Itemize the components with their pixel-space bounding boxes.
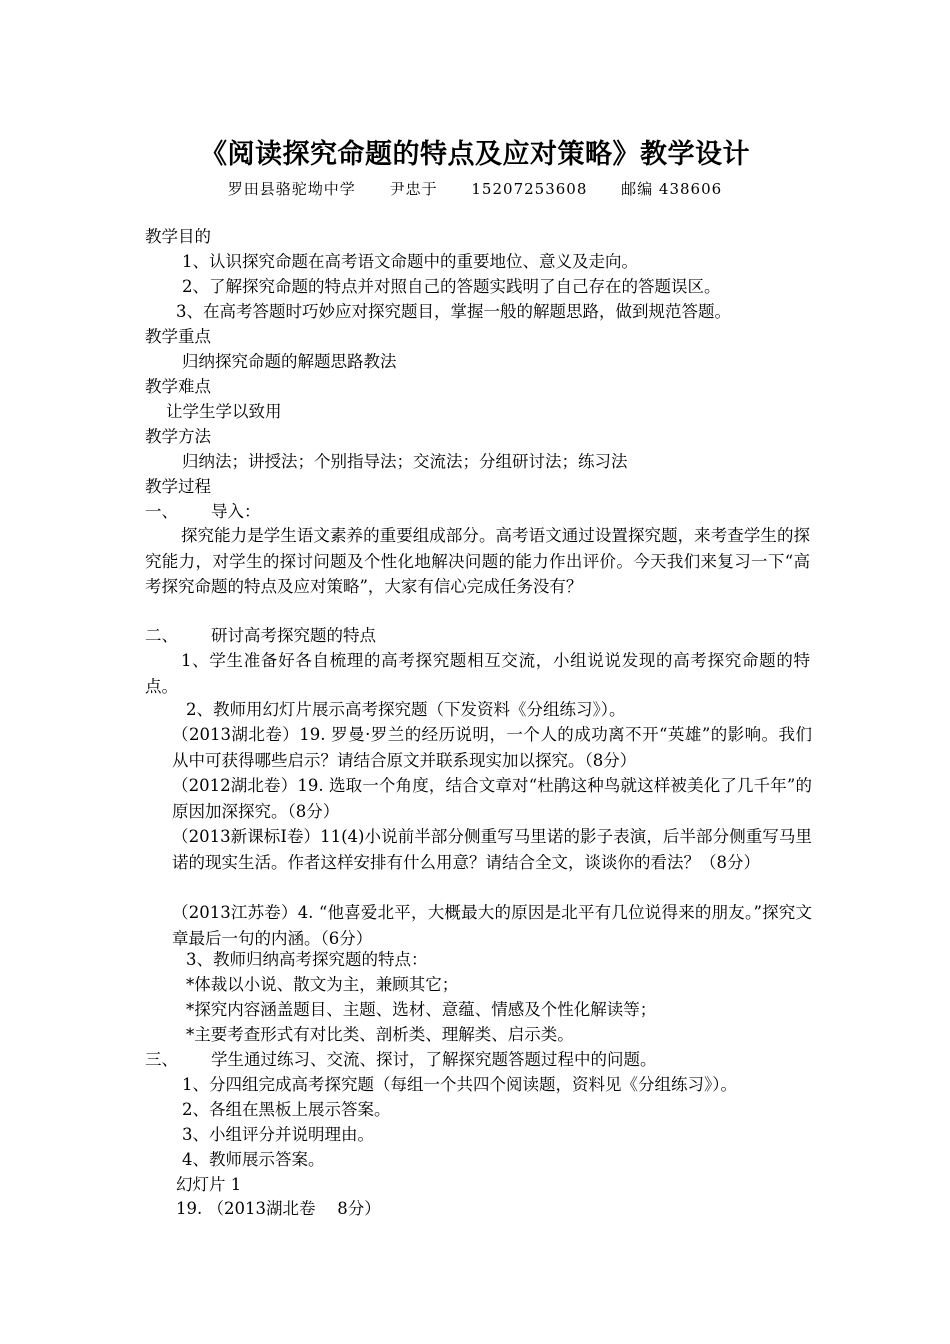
goals-heading: 教学目的 [145, 227, 211, 246]
section-2-item-1: 1、学生准备好各自梳理的高考探究题相互交流，小组说说发现的高考探究命题的特点。 [145, 651, 810, 696]
section-3-item: 1、分四组完成高考探究题（每组一个共四个阅读题，资料见《分组练习》）。 [182, 1075, 737, 1094]
author-line [0, 178, 950, 199]
feature-bullet: *主要考查形式有对比类、剖析类、理解类、启示类。 [186, 1025, 574, 1044]
intro-paragraph: 探究能力是学生语文素养的重要组成部分。高考语文通过设置探究题，来考查学生的探究能力，对学生的探讨问题及个性化地解决问题的能力作出评价。今天我们来复习一下“高考探究命题的特点及应对策略”，大家有信心完成任务没有？ [145, 526, 810, 596]
goal-item: 2、了解探究命题的特点并对照自己的答题实践明了自己存在的答题误区。 [182, 277, 721, 296]
section-2-item-2: 2、教师用幻灯片展示高考探究题（下发资料《分组练习》）。 [186, 700, 626, 719]
exam-question: （2013新课标Ⅰ卷）11(4)小说前半部分侧重写马里诺的影子表演，后半部分侧重写马里诺的现实生活。作者这样安排有什么用意？请结合全文，谈谈你的看法？（8分） [172, 827, 812, 872]
section-title: 学生通过练习、交流、探讨，了解探究题答题过程中的问题。 [211, 1050, 657, 1069]
focus-heading: 教学重点 [145, 327, 211, 346]
exam-question: （2013江苏卷）4. “他喜爱北平，大概最大的原因是北平有几位说得来的朋友。”探究文章最后一句的内涵。（6分） [172, 903, 812, 948]
section-3-heading [145, 1050, 657, 1070]
section-3-item: 3、小组评分并说明理由。 [182, 1125, 374, 1144]
process-heading: 教学过程 [145, 477, 211, 496]
exam-question: （2013湖北卷）19. 罗曼·罗兰的经历说明，一个人的成功离不开“英雄”的影响。我们从中可获得哪些启示？请结合原文并联系现实加以探究。（8分） [172, 725, 812, 770]
slide-label: 幻灯片 1 [176, 1175, 242, 1194]
author-school: 罗田县骆驼坳中学 [227, 180, 356, 198]
section-1-heading [145, 502, 261, 522]
feature-bullet: *探究内容涵盖题目、主题、选材、意蕴、情感及个性化解读等； [186, 1000, 657, 1019]
section-2-heading [145, 626, 376, 646]
section-title: 导入： [211, 502, 261, 521]
focus-text: 归纳探究命题的解题思路教法 [182, 352, 397, 371]
method-text: 归纳法；讲授法；个别指导法；交流法；分组研讨法；练习法 [182, 452, 628, 471]
section-number: 一、 [145, 502, 178, 521]
feature-bullet: *体裁以小说、散文为主，兼顾其它； [186, 975, 459, 994]
document-title: 《阅读探究命题的特点及应对策略》教学设计 [200, 139, 750, 170]
author-postcode: 邮编 438606 [621, 180, 723, 198]
goal-item: 1、认识探究命题在高考语文命题中的重要地位、意义及走向。 [182, 252, 638, 271]
method-heading: 教学方法 [145, 427, 211, 446]
slide-question: 19. （2013湖北卷 8分） [176, 1199, 381, 1218]
section-2-item-3: 3、教师归纳高考探究题的特点： [186, 950, 428, 969]
section-number: 三、 [145, 1050, 178, 1069]
author-name: 尹忠于 [389, 180, 438, 198]
difficulty-text: 让学生学以致用 [166, 402, 282, 421]
section-3-item: 4、教师展示答案。 [182, 1150, 325, 1169]
section-number: 二、 [145, 626, 178, 645]
exam-question: （2012湖北卷）19. 选取一个角度，结合文章对“杜鹃这种鸟就这样被美化了几千年”的原因加深探究。（8分） [172, 776, 812, 821]
difficulty-heading: 教学难点 [145, 377, 211, 396]
section-title: 研讨高考探究题的特点 [211, 626, 376, 645]
section-3-item: 2、各组在黑板上展示答案。 [182, 1100, 391, 1119]
author-phone: 15207253608 [471, 180, 588, 198]
goal-item: 3、在高考答题时巧妙应对探究题目，掌握一般的解题思路，做到规范答题。 [176, 302, 731, 321]
